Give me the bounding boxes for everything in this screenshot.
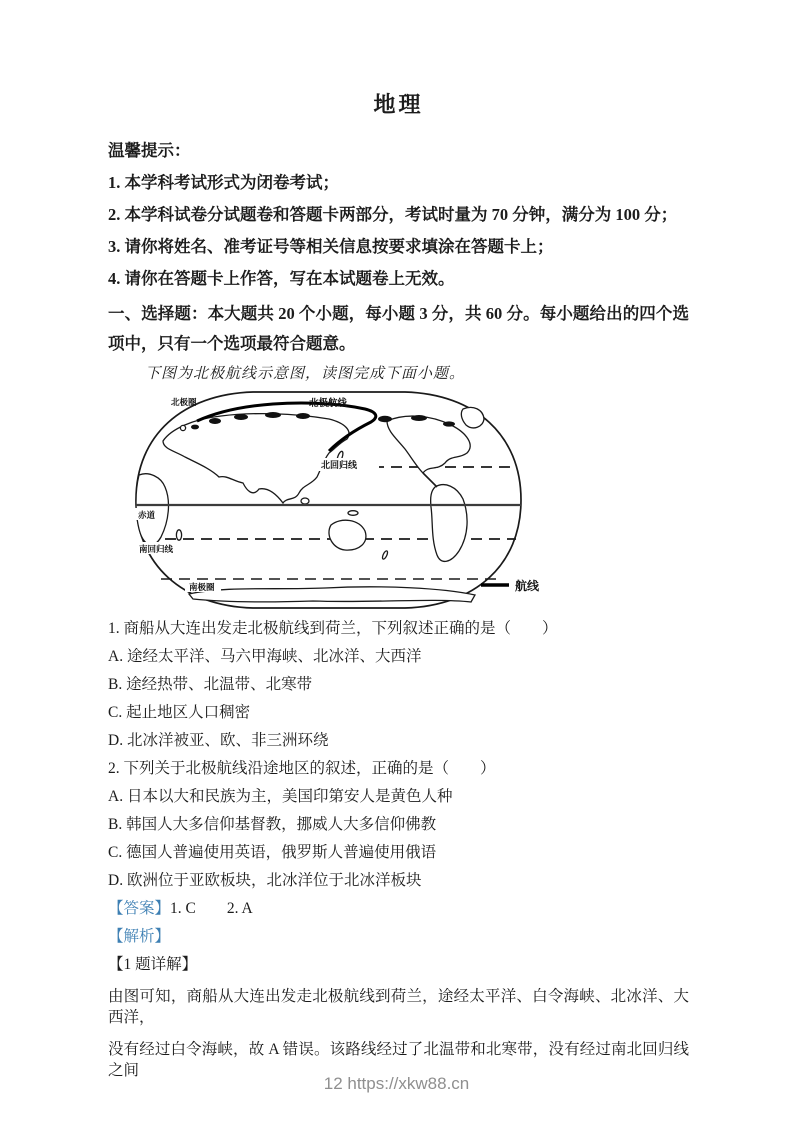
question-1-option-b: B. 途经热带、北温带、北寒带 [108, 676, 313, 693]
question-2-option-c: C. 德国人普遍使用英语，俄罗斯人普遍使用俄语 [108, 844, 437, 861]
notice-heading: 温馨提示： [108, 141, 191, 160]
arctic-route-map [133, 389, 557, 611]
notice-item-3: 3. 请你将姓名、准考证号等相关信息按要求填涂在答题卡上； [108, 237, 554, 256]
map-legend [481, 578, 540, 593]
notice-item-1: 1. 本学科考试形式为闭卷考试； [108, 173, 339, 192]
answer-text: 1. C 2. A [170, 900, 253, 917]
analysis-paragraph-line-2: 没有经过白令海峡，故 A 错误。该路线经过了北温带和北寒带，没有经过南北回归线之间 [108, 1041, 689, 1079]
question-2-option-b: B. 韩国人大多信仰基督教，挪威人大多信仰佛教 [108, 816, 437, 833]
borneo-island [301, 498, 309, 504]
legend-route-label: 航线 [515, 579, 540, 593]
new-zealand-islands [381, 550, 388, 560]
arctic-route-label: 北极航线 [309, 399, 348, 409]
notice-item-4: 4. 请你在答题卡上作答，写在本试题卷上无效。 [108, 269, 455, 288]
notice-item-2: 2. 本学科试卷分试题卷和答题卡两部分，考试时量为 70 分钟，满分为 100 分； [108, 205, 678, 224]
question-2-option-a: A. 日本以大和民族为主，美国印第安人是黄色人种 [108, 788, 453, 805]
arctic-circle-label: 北极圈 [171, 397, 197, 407]
question-2-option-d: D. 欧洲位于亚欧板块，北冰洋位于北冰洋板块 [108, 872, 422, 889]
question-2-stem: 2. 下列关于北极航线沿途地区的叙述，正确的是（ ） [108, 760, 496, 777]
world-map-figure [133, 389, 557, 611]
question-1-option-a: A. 途经太平洋、马六甲海峡、北冰洋、大西洋 [108, 648, 422, 665]
section-heading: 一、选择题：本大题共 20 个小题，每小题 3 分，共 60 分。每小题给出的四个选项中，只有一个选项最符合题意。 [108, 304, 689, 353]
tropic-of-capricorn-label: 南回归线 [139, 544, 174, 554]
page-title: 地理 [373, 92, 424, 117]
passage-intro: 下图为北极航线示意图，读图完成下面小题。 [145, 366, 466, 382]
question-1-stem: 1. 商船从大连出发走北极航线到荷兰，下列叙述正确的是（ ） [108, 620, 558, 637]
answer-label: 【答案】 [108, 900, 171, 917]
analysis-label: 【解析】 [108, 928, 171, 945]
question-block-2 [108, 759, 689, 891]
question-1-option-d: D. 北冰洋被亚、欧、非三洲环绕 [108, 732, 329, 749]
antarctic-circle-label: 南极圈 [189, 582, 215, 592]
answer-line [108, 899, 689, 919]
notice-section [108, 140, 689, 289]
new-guinea-island [348, 511, 358, 516]
british-isles [180, 425, 185, 430]
greenland-island [461, 407, 484, 427]
central-america-isthmus [423, 473, 437, 487]
equator-label: 赤道 [138, 510, 156, 520]
north-america-landmass [387, 416, 470, 473]
tropic-of-cancer-label: 北回归线 [321, 460, 358, 470]
antarctica-landmass [189, 587, 475, 602]
question-block-1 [108, 619, 689, 751]
question-1-option-c: C. 起止地区人口稠密 [108, 704, 251, 721]
page-footer-watermark: 12 https://xkw88.cn [323, 1074, 470, 1093]
analysis-paragraph-line-1: 由图可知，商船从大连出发走北极航线到荷兰，途经太平洋、白令海峡、北冰洋、大西洋， [108, 988, 689, 1026]
south-america-landmass [431, 485, 467, 562]
australia-landmass [329, 520, 366, 550]
analysis-detail-heading: 【1 题详解】 [108, 956, 198, 973]
madagascar-island [176, 530, 181, 540]
